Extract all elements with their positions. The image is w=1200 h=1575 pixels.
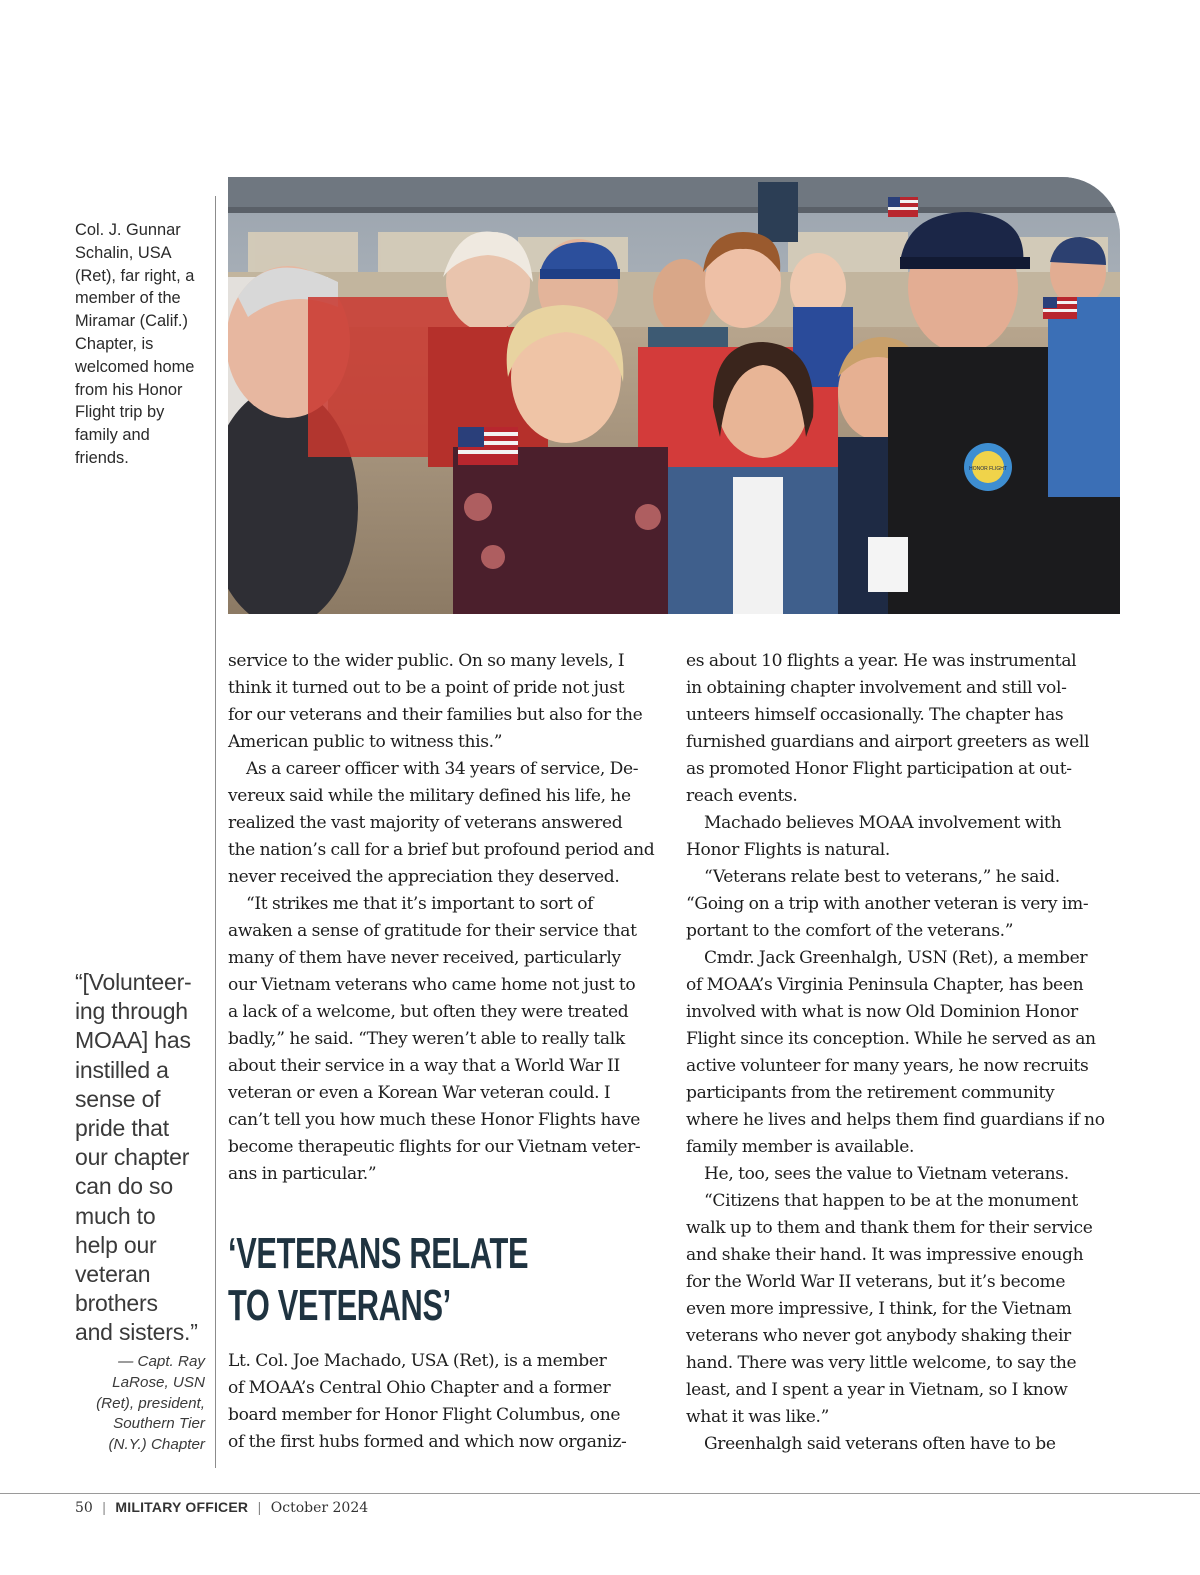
column-1-line: As a career officer with 34 years of service, De-: [246, 759, 639, 779]
footer-separator: |: [102, 1499, 106, 1515]
column-2-line: in obtaining chapter involvement and still vol-: [686, 678, 1067, 698]
attribution-line: — Capt. Ray: [118, 1353, 205, 1370]
column-1-line: American public to witness this.”: [228, 732, 503, 752]
section-heading-line-1: ‘VETERANS RELATE: [228, 1229, 529, 1278]
section-heading-line-2: TO VETERANS’: [228, 1281, 451, 1330]
column-1-line: for our veterans and their families but also for the: [228, 705, 643, 725]
column-1-line: vereux said while the military defined his life, he: [228, 786, 631, 806]
pull-quote-line: brothers: [75, 1290, 158, 1317]
veterans-group-photo: [228, 177, 1120, 614]
pull-quote-line: veteran: [75, 1261, 151, 1288]
column-1-line: badly,” he said. “They weren’t able to really talk: [228, 1029, 625, 1049]
pull-quote-line: much to: [75, 1202, 156, 1229]
column-1-line: veteran or even a Korean War veteran could. I: [228, 1083, 611, 1103]
column-2-line: Greenhalgh said veterans often have to be: [704, 1434, 1056, 1454]
column-1-body: [228, 648, 666, 1188]
pull-quote-line: help our: [75, 1231, 157, 1258]
attribution-line: Southern Tier: [113, 1415, 205, 1433]
column-1-line: “It strikes me that it’s important to sort of: [246, 894, 594, 914]
column-1-line: think it turned out to be a point of pride not just: [228, 678, 625, 698]
article-photo: [228, 177, 1120, 614]
column-2-line: for the World War II veterans, but it’s become: [686, 1272, 1066, 1292]
column-1-line: awaken a sense of gratitude for their service that: [228, 921, 637, 941]
column-2-line: as promoted Honor Flight participation at out-: [686, 759, 1072, 779]
article-column-1-continued: [228, 1348, 666, 1456]
pull-quote-line: “[Volunteer-: [75, 969, 192, 995]
column-2-line: of MOAA’s Virginia Peninsula Chapter, has been: [686, 975, 1084, 995]
column-1-continued-line: Lt. Col. Joe Machado, USA (Ret), is a member: [228, 1351, 607, 1371]
article-column-2: [686, 648, 1123, 1458]
column-2-line: and shake their hand. It was impressive enough: [686, 1245, 1084, 1265]
svg-text:HONOR FLIGHT: HONOR FLIGHT: [969, 466, 1007, 472]
pull-quote: [75, 968, 211, 1348]
magazine-title: MILITARY OFFICER: [115, 1499, 249, 1515]
column-2-line: es about 10 flights a year. He was instrumental: [686, 651, 1077, 671]
pull-quote-line: sense of: [75, 1085, 161, 1112]
column-1-line: our Vietnam veterans who came home not just to: [228, 975, 636, 995]
column-1-continued-line: board member for Honor Flight Columbus, one: [228, 1405, 621, 1425]
column-1-line: many of them have never received, particularly: [228, 948, 621, 968]
column-2-line: veterans who never got anybody shaking their: [686, 1326, 1071, 1346]
column-1-line: become therapeutic flights for our Vietnam veter-: [228, 1137, 641, 1157]
column-1-line: realized the vast majority of veterans answered: [228, 813, 623, 833]
column-2-line: reach events.: [686, 786, 798, 806]
column-2-line: “Citizens that happen to be at the monument: [704, 1191, 1078, 1211]
column-2-line: involved with what is now Old Dominion Honor: [686, 1002, 1078, 1022]
column-2-line: even more impressive, I think, for the Vietnam: [686, 1299, 1072, 1319]
column-2-line: Cmdr. Jack Greenhalgh, USN (Ret), a member: [704, 948, 1088, 968]
column-2-line: “Going on a trip with another veteran is very im-: [686, 894, 1089, 914]
column-1-line: the nation’s call for a brief but profound period and: [228, 840, 655, 860]
column-1-continued-line: of the first hubs formed and which now organiz-: [228, 1432, 627, 1452]
pull-quote-attribution: [60, 1352, 205, 1456]
pull-quote-line: and sisters.”: [75, 1319, 198, 1346]
pull-quote-line: our chapter: [75, 1144, 190, 1171]
photo-caption: Col. J. Gunnar Schalin, USA (Ret), far right, a member of the Miramar (Calif.) Chapter, is welcomed home from his Honor Flight trip by family and friends.: [75, 221, 195, 467]
footer-separator: |: [257, 1499, 262, 1515]
column-2-line: furnished guardians and airport greeters as well: [686, 732, 1090, 752]
column-2-line: Machado believes MOAA involvement with: [704, 813, 1062, 833]
column-2-line: what it was like.”: [686, 1407, 830, 1427]
column-2-line: portant to the comfort of the veterans.”: [686, 921, 1014, 941]
column-1-line: ans in particular.”: [228, 1164, 377, 1184]
pull-quote-line: instilled a: [75, 1056, 169, 1083]
column-2-body: [686, 648, 1123, 1458]
article-column-1: [228, 648, 666, 1188]
column-2-line: active volunteer for many years, he now recruits: [686, 1056, 1089, 1076]
footer-rule: [0, 1493, 1200, 1494]
sidebar-divider: [215, 196, 216, 1468]
column-2-line: unteers himself occasionally. The chapter has: [686, 705, 1064, 725]
column-1-line: can’t tell you how much these Honor Flights have: [228, 1110, 641, 1130]
page-number: 50: [75, 1500, 93, 1516]
pull-quote-line: ing through: [75, 998, 188, 1025]
column-2-line: “Veterans relate best to veterans,” he said.: [704, 867, 1060, 887]
column-1-line: never received the appreciation they deserved.: [228, 867, 620, 887]
column-2-line: family member is available.: [686, 1137, 915, 1157]
column-1-line: a lack of a welcome, but often they were treated: [228, 1002, 629, 1022]
column-1-continued-line: of MOAA’s Central Ohio Chapter and a former: [228, 1378, 611, 1398]
column-2-line: where he lives and helps them find guardians if no: [686, 1110, 1105, 1130]
pull-quote-line: MOAA] has: [75, 1027, 191, 1054]
attribution-line: LaRose, USN: [112, 1373, 205, 1391]
column-1-line: about their service in a way that a World War II: [228, 1056, 620, 1076]
column-2-line: participants from the retirement community: [686, 1083, 1055, 1103]
column-1-line: service to the wider public. On so many levels, I: [228, 651, 625, 671]
column-2-line: walk up to them and thank them for their service: [686, 1218, 1093, 1238]
attribution-line: (Ret), president,: [96, 1394, 205, 1412]
column-2-line: Flight since its conception. While he served as an: [686, 1029, 1096, 1049]
column-2-line: least, and I spent a year in Vietnam, so I know: [686, 1380, 1068, 1400]
attribution-line: (N.Y.) Chapter: [108, 1436, 205, 1454]
section-heading: [228, 1228, 536, 1332]
issue-date: October 2024: [270, 1500, 369, 1516]
page-footer: [75, 1497, 368, 1517]
column-2-line: He, too, sees the value to Vietnam veterans.: [704, 1164, 1069, 1184]
column-2-line: hand. There was very little welcome, to say the: [686, 1353, 1077, 1373]
column-2-line: Honor Flights is natural.: [686, 840, 890, 860]
pull-quote-line: can do so: [75, 1173, 173, 1200]
pull-quote-line: pride that: [75, 1115, 169, 1142]
column-1-continued-body: [228, 1348, 666, 1456]
